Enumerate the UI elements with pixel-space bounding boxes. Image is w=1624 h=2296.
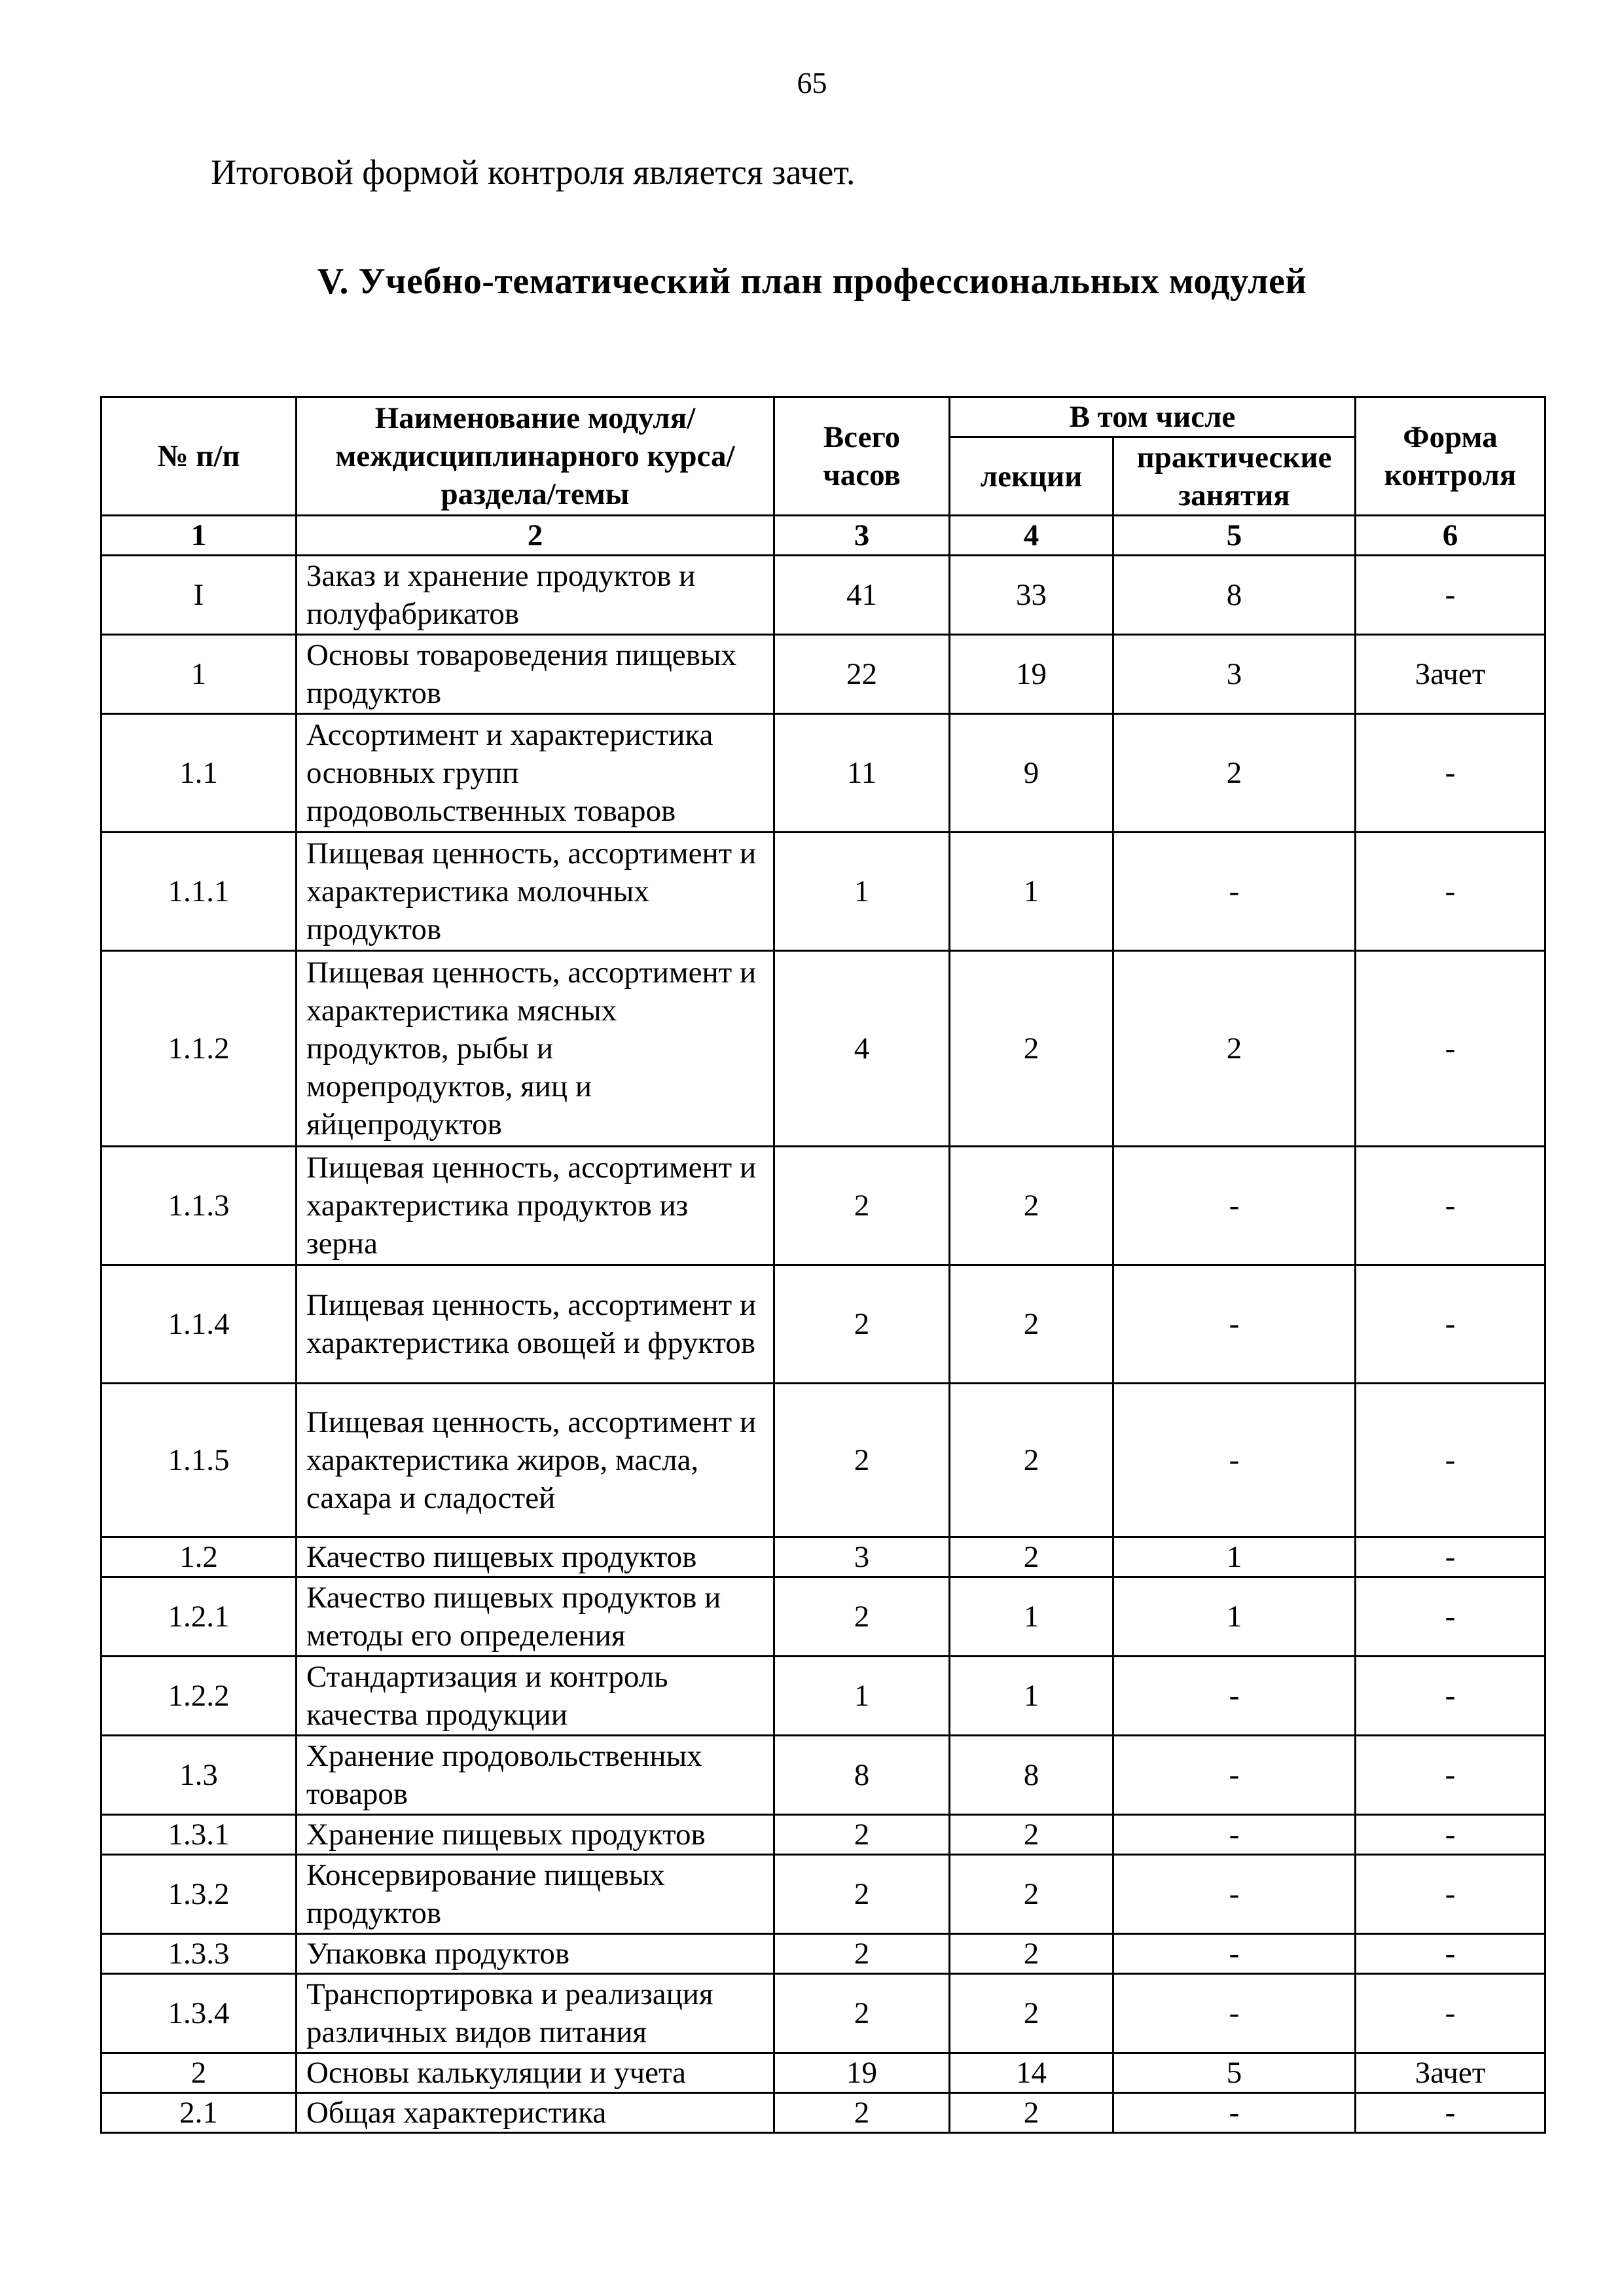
- row-total: 41: [774, 556, 950, 635]
- table-row: [101, 635, 1545, 714]
- row-num: 1.3.3: [101, 1934, 297, 1974]
- table-row: [101, 833, 1545, 951]
- row-name: Основы товароведения пищевых продуктов: [297, 635, 774, 714]
- row-practical: -: [1113, 1855, 1356, 1934]
- row-name: Пищевая ценность, ассортимент и характеристика молочных продуктов: [297, 833, 774, 951]
- row-total: 8: [774, 1736, 950, 1815]
- header-control: Форма контроля: [1356, 397, 1545, 516]
- column-numbers-row: [101, 516, 1545, 556]
- table-row: [101, 1147, 1545, 1265]
- row-num: 1.1: [101, 714, 297, 833]
- row-num: 1.1.1: [101, 833, 297, 951]
- row-practical: -: [1113, 1934, 1356, 1974]
- row-total: 4: [774, 951, 950, 1147]
- table-row: [101, 1657, 1545, 1736]
- row-total: 1: [774, 1657, 950, 1736]
- row-practical: -: [1113, 1265, 1356, 1384]
- row-name: Пищевая ценность, ассортимент и характеристика жиров, масла, сахара и сладостей: [297, 1384, 774, 1537]
- table-row: [101, 1537, 1545, 1577]
- row-control: -: [1356, 1657, 1545, 1736]
- row-lectures: 2: [950, 1974, 1113, 2053]
- table-row: [101, 2053, 1545, 2093]
- table-row: [101, 1577, 1545, 1657]
- column-number: 2: [297, 516, 774, 556]
- row-num: 1.2.1: [101, 1577, 297, 1657]
- row-practical: -: [1113, 1384, 1356, 1537]
- row-num: 1.3.2: [101, 1855, 297, 1934]
- row-lectures: 2: [950, 1537, 1113, 1577]
- row-lectures: 14: [950, 2053, 1113, 2093]
- row-name: Основы калькуляции и учета: [297, 2053, 774, 2093]
- row-control: -: [1356, 2093, 1545, 2133]
- header-lectures: лекции: [950, 437, 1113, 516]
- row-lectures: 1: [950, 833, 1113, 951]
- row-control: -: [1356, 1855, 1545, 1934]
- intro-text: Итоговой формой контроля является зачет.: [211, 152, 856, 192]
- row-num: 1.1.3: [101, 1147, 297, 1265]
- column-number: 4: [950, 516, 1113, 556]
- column-number: 3: [774, 516, 950, 556]
- row-name: Упаковка продуктов: [297, 1934, 774, 1974]
- row-name: Качество пищевых продуктов и методы его определения: [297, 1577, 774, 1657]
- header-including: В том числе: [950, 397, 1356, 437]
- row-lectures: 2: [950, 2093, 1113, 2133]
- row-total: 2: [774, 1934, 950, 1974]
- row-control: Зачет: [1356, 635, 1545, 714]
- row-num: 1.1.4: [101, 1265, 297, 1384]
- row-lectures: 9: [950, 714, 1113, 833]
- row-num: 1.3.4: [101, 1974, 297, 2053]
- row-lectures: 2: [950, 1384, 1113, 1537]
- row-practical: -: [1113, 1147, 1356, 1265]
- row-practical: 3: [1113, 635, 1356, 714]
- row-control: -: [1356, 1384, 1545, 1537]
- row-control: -: [1356, 1815, 1545, 1855]
- row-practical: -: [1113, 1736, 1356, 1815]
- row-control: -: [1356, 1736, 1545, 1815]
- table-row: [101, 556, 1545, 635]
- column-number: 1: [101, 516, 297, 556]
- table-row: [101, 1934, 1545, 1974]
- table-body: [101, 556, 1545, 2133]
- row-practical: -: [1113, 1974, 1356, 2053]
- row-lectures: 2: [950, 1815, 1113, 1855]
- table-header: [101, 397, 1545, 556]
- header-total: Всего часов: [774, 397, 950, 516]
- header-name: Наименование модуля/междисциплинарного курса/раздела/темы: [297, 397, 774, 516]
- row-total: 2: [774, 1265, 950, 1384]
- table-row: [101, 951, 1545, 1147]
- row-total: 2: [774, 2093, 950, 2133]
- row-name: Ассортимент и характеристика основных групп продовольственных товаров: [297, 714, 774, 833]
- row-lectures: 2: [950, 1855, 1113, 1934]
- row-total: 2: [774, 1577, 950, 1657]
- row-practical: 1: [1113, 1577, 1356, 1657]
- row-num: 1.2.2: [101, 1657, 297, 1736]
- column-number: 6: [1356, 516, 1545, 556]
- row-practical: -: [1113, 2093, 1356, 2133]
- table-row: [101, 1736, 1545, 1815]
- row-control: -: [1356, 1934, 1545, 1974]
- row-control: -: [1356, 951, 1545, 1147]
- row-control: -: [1356, 1265, 1545, 1384]
- row-control: Зачет: [1356, 2053, 1545, 2093]
- row-total: 11: [774, 714, 950, 833]
- row-num: 2.1: [101, 2093, 297, 2133]
- row-total: 2: [774, 1815, 950, 1855]
- header-practical: практические занятия: [1113, 437, 1356, 516]
- row-total: 2: [774, 1147, 950, 1265]
- column-number: 5: [1113, 516, 1356, 556]
- row-lectures: 2: [950, 1265, 1113, 1384]
- row-num: I: [101, 556, 297, 635]
- section-title: V. Учебно-тематический план профессиональных модулей: [317, 261, 1307, 302]
- row-practical: -: [1113, 1815, 1356, 1855]
- row-name: Качество пищевых продуктов: [297, 1537, 774, 1577]
- row-num: 1.3.1: [101, 1815, 297, 1855]
- row-num: 2: [101, 2053, 297, 2093]
- row-name: Хранение продовольственных товаров: [297, 1736, 774, 1815]
- row-control: -: [1356, 1147, 1545, 1265]
- row-lectures: 8: [950, 1736, 1113, 1815]
- row-practical: 2: [1113, 714, 1356, 833]
- row-num: 1.2: [101, 1537, 297, 1577]
- table-row: [101, 714, 1545, 833]
- row-num: 1.1.2: [101, 951, 297, 1147]
- row-total: 3: [774, 1537, 950, 1577]
- row-num: 1: [101, 635, 297, 714]
- row-lectures: 1: [950, 1577, 1113, 1657]
- row-name: Пищевая ценность, ассортимент и характеристика мясных продуктов, рыбы и морепродуктов, яиц и яйцепродуктов: [297, 951, 774, 1147]
- table-row: [101, 1974, 1545, 2053]
- row-num: 1.1.5: [101, 1384, 297, 1537]
- row-practical: -: [1113, 833, 1356, 951]
- row-lectures: 19: [950, 635, 1113, 714]
- row-control: -: [1356, 556, 1545, 635]
- row-practical: -: [1113, 1657, 1356, 1736]
- row-name: Консервирование пищевых продуктов: [297, 1855, 774, 1934]
- row-lectures: 1: [950, 1657, 1113, 1736]
- row-name: Транспортировка и реализация различных видов питания: [297, 1974, 774, 2053]
- row-total: 19: [774, 2053, 950, 2093]
- table-row: [101, 1815, 1545, 1855]
- row-name: Пищевая ценность, ассортимент и характеристика овощей и фруктов: [297, 1265, 774, 1384]
- row-lectures: 2: [950, 951, 1113, 1147]
- row-lectures: 2: [950, 1147, 1113, 1265]
- row-total: 2: [774, 1855, 950, 1934]
- table-row: [101, 1384, 1545, 1537]
- curriculum-table: [100, 396, 1546, 2134]
- row-control: -: [1356, 1537, 1545, 1577]
- page-number: 65: [797, 66, 827, 99]
- row-total: 22: [774, 635, 950, 714]
- table-row: [101, 2093, 1545, 2133]
- row-practical: 1: [1113, 1537, 1356, 1577]
- row-lectures: 2: [950, 1934, 1113, 1974]
- row-name: Общая характеристика: [297, 2093, 774, 2133]
- row-lectures: 33: [950, 556, 1113, 635]
- row-control: -: [1356, 1974, 1545, 2053]
- row-name: Пищевая ценность, ассортимент и характеристика продуктов из зерна: [297, 1147, 774, 1265]
- row-practical: 8: [1113, 556, 1356, 635]
- row-control: -: [1356, 714, 1545, 833]
- row-control: -: [1356, 833, 1545, 951]
- row-practical: 2: [1113, 951, 1356, 1147]
- table-row: [101, 1855, 1545, 1934]
- row-total: 2: [774, 1974, 950, 2053]
- row-name: Стандартизация и контроль качества продукции: [297, 1657, 774, 1736]
- row-name: Хранение пищевых продуктов: [297, 1815, 774, 1855]
- row-total: 1: [774, 833, 950, 951]
- row-practical: 5: [1113, 2053, 1356, 2093]
- table-row: [101, 1265, 1545, 1384]
- row-num: 1.3: [101, 1736, 297, 1815]
- row-total: 2: [774, 1384, 950, 1537]
- row-control: -: [1356, 1577, 1545, 1657]
- row-name: Заказ и хранение продуктов и полуфабрикатов: [297, 556, 774, 635]
- header-num: № п/п: [101, 397, 297, 516]
